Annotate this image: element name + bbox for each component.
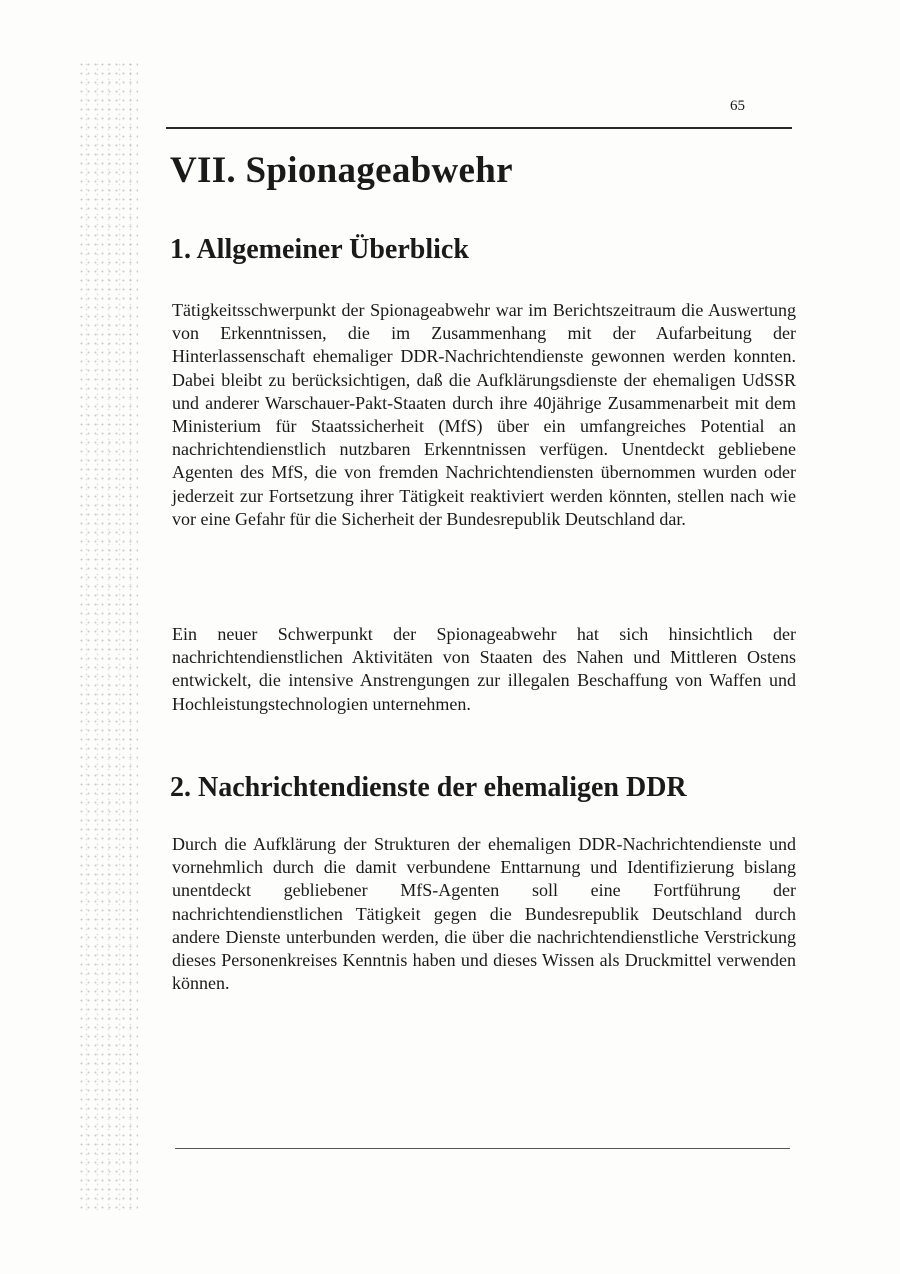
page-number: 65	[730, 98, 745, 114]
paragraph-ddr-services-1: Durch die Aufklärung der Strukturen der ehemaligen DDR-Nachrichtendienste und vornehmlich durch die damit verbundene Enttarnung und Identifizierung bislang unentdeckt gebliebener MfS-Agenten soll eine Fortführung der nachrichtendienstlichen Tätigkeit gegen die Bundesrepublik Deutschland durch andere Dienste unterbunden werden, die über die nachrichtendienstliche Verstrickung dieses Personenkreises Kenntnis haben und dieses Wissen als Druckmittel verwenden können.	[172, 834, 796, 994]
footer-rule	[175, 1148, 790, 1149]
header-rule	[166, 127, 792, 129]
paragraph-overview-2: Ein neuer Schwerpunkt der Spionageabwehr hat sich hinsichtlich der nachrichtendienstlichen Aktivitäten von Staaten des Nahen und Mittleren Ostens entwickelt, die intensive Anstrengungen zur illegalen Beschaffung von Waffen und Hochleistungstechnologien unternehmen.	[172, 624, 796, 714]
scan-edge-noise	[78, 60, 138, 1210]
paragraph-overview-1: Tätigkeitsschwerpunkt der Spionageabwehr war im Berichtszeitraum die Auswertung von Erkenntnissen, die im Zusammenhang mit der Aufarbeitung der Hinterlassenschaft ehemaliger DDR-Nachrichtendienste gewonnen werden konnten. Dabei bleibt zu berücksichtigen, daß die Aufklärungsdienste der ehemaligen UdSSR und anderer Warschauer-Pakt-Staaten durch ihre 40jährige Zusammenarbeit mit dem Ministerium für Staatssicherheit (MfS) über ein umfangreiches Potential an nachrichtendienstlich nutzbaren Erkenntnissen verfügen. Unentdeckt gebliebene Agenten des MfS, die von fremden Nachrichtendiensten übernommen wurden oder jederzeit zur Fortsetzung ihrer Tätigkeit reaktiviert werden könnten, stellen nach wie vor eine Gefahr für die Sicherheit der Bundesrepublik Deutschland dar.	[172, 300, 796, 529]
section-heading-ddr-services: 2. Nachrichtendienste der ehemaligen DDR	[170, 772, 687, 803]
section-heading-overview: 1. Allgemeiner Überblick	[170, 234, 469, 265]
chapter-title: VII. Spionageabwehr	[170, 150, 513, 191]
